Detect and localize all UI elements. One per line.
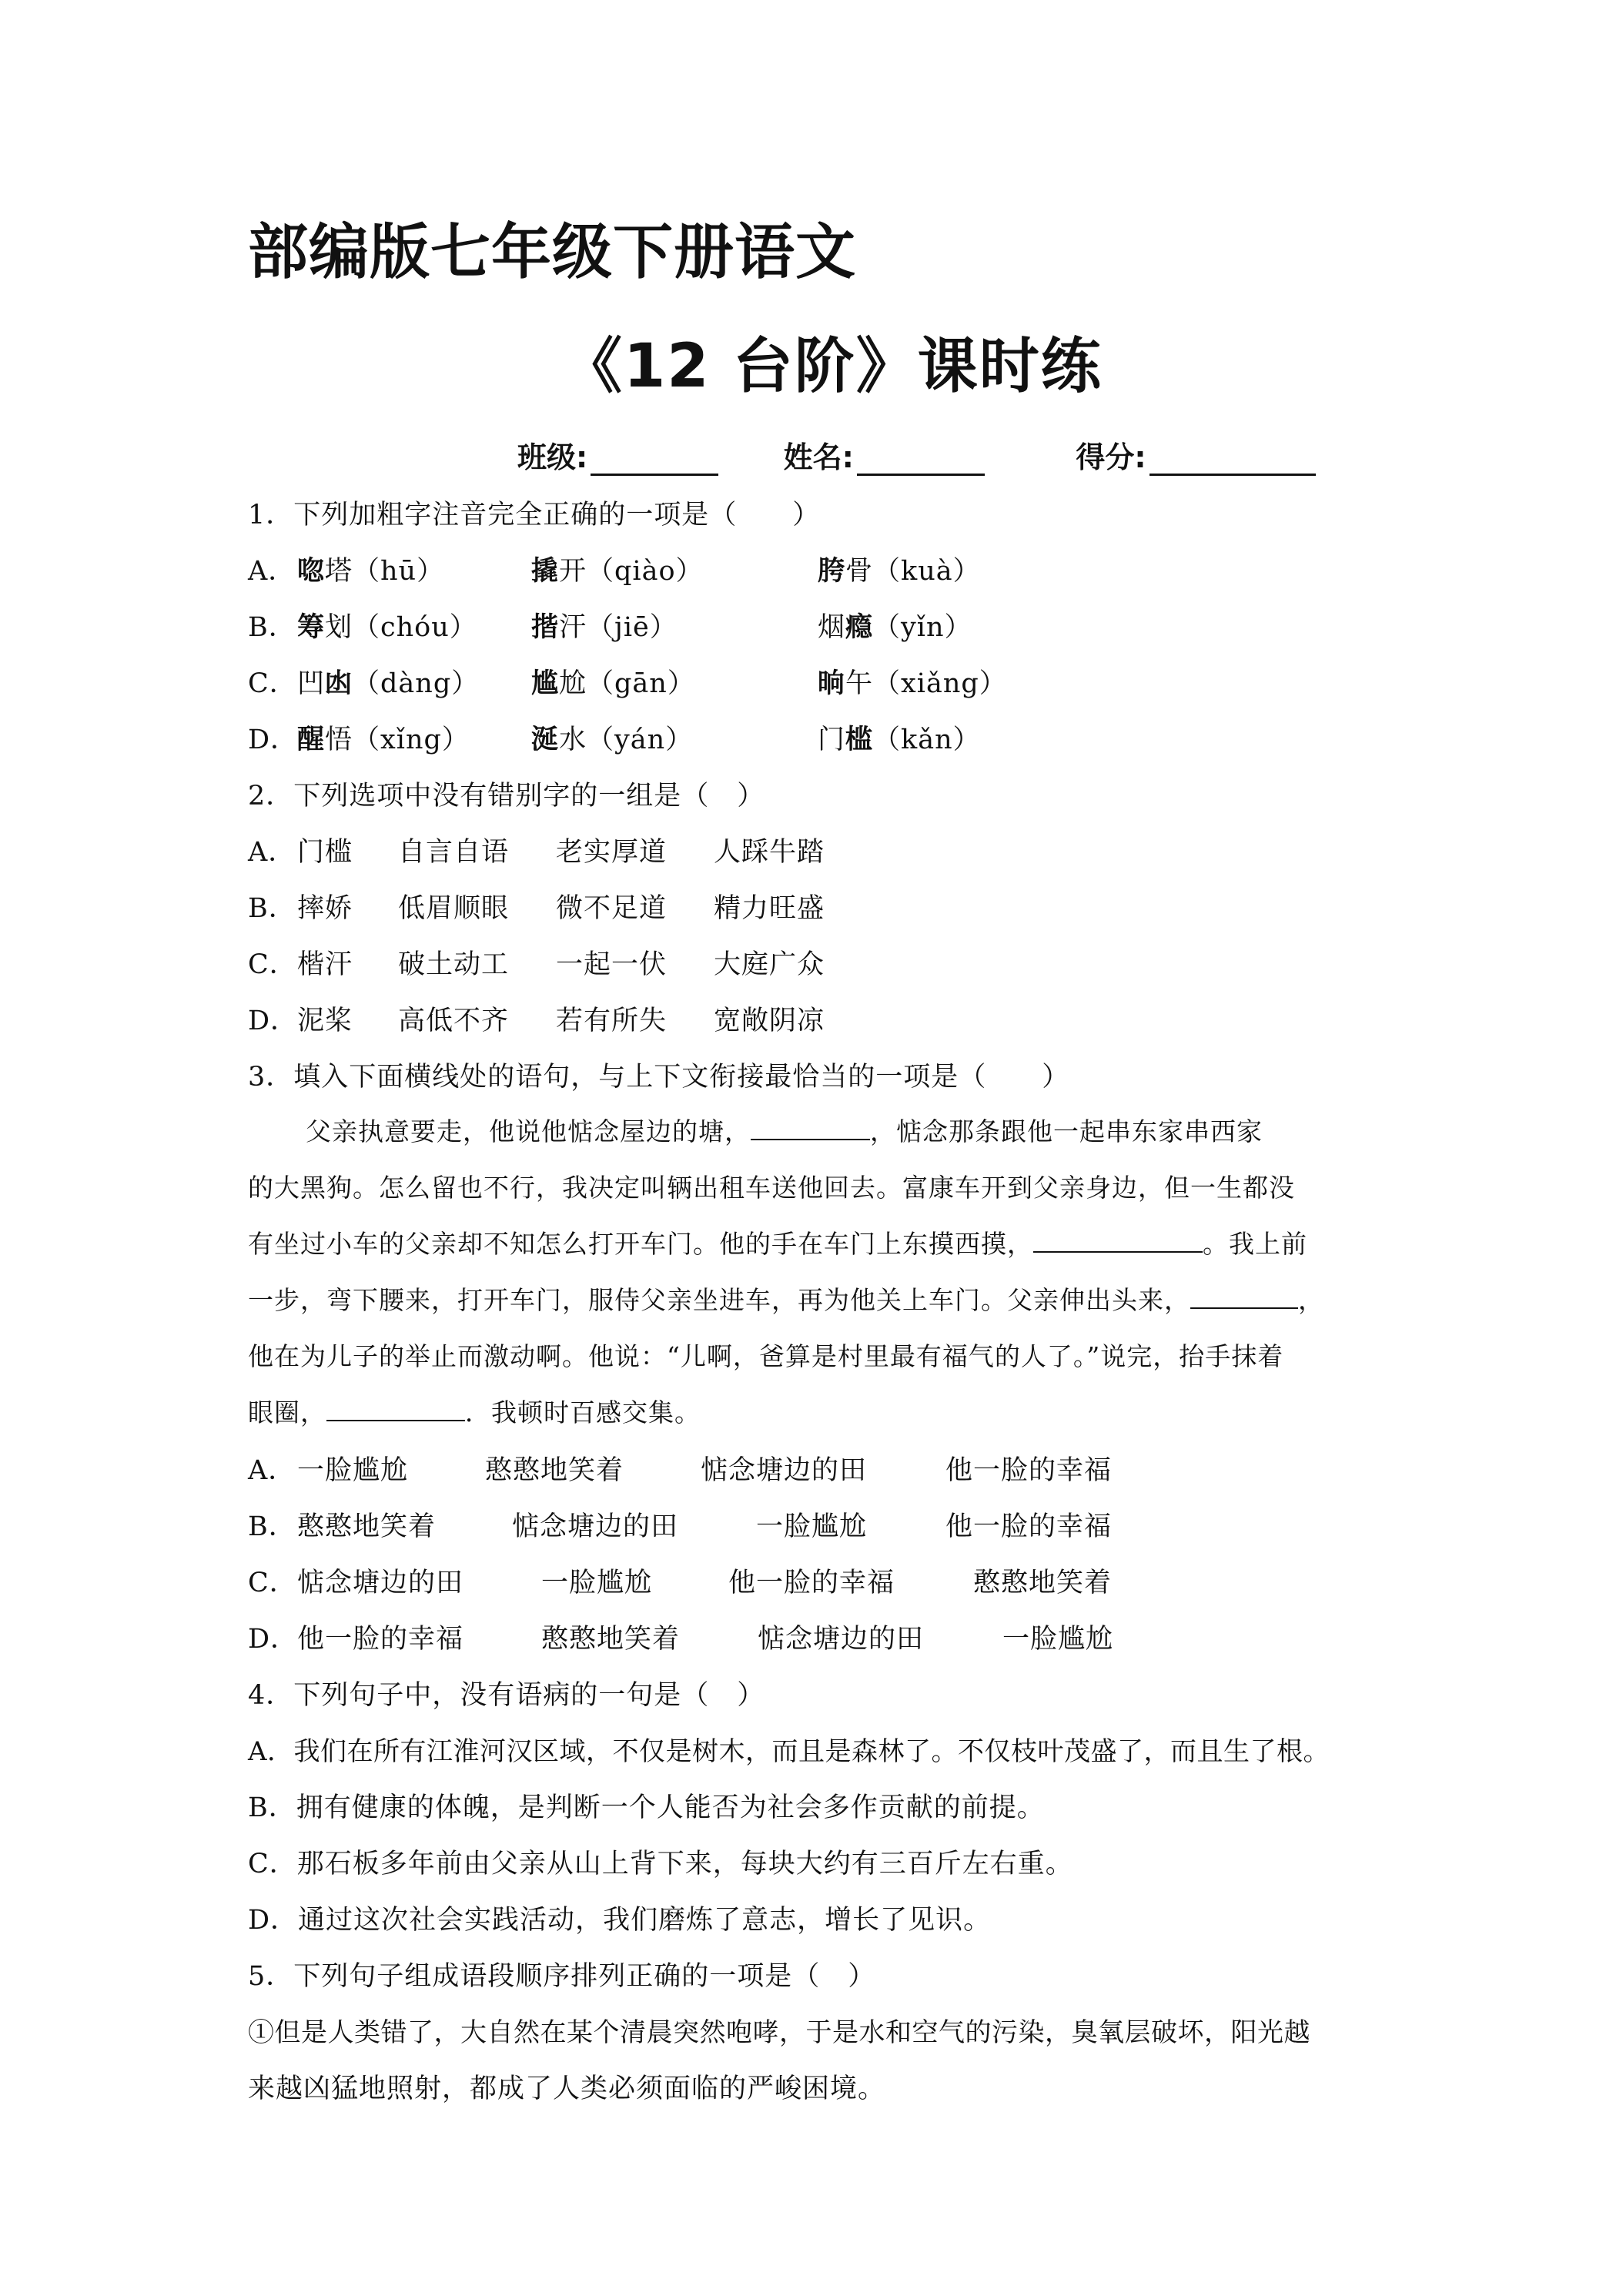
option-phrase: 憨憨地笑着 — [485, 1455, 624, 1486]
page-title: 部编版七年级下册语文 — [248, 218, 857, 287]
option-phrase: 他一脸的幸福 — [728, 1568, 895, 1598]
option-phrase: 惦念塘边的田 — [758, 1624, 925, 1655]
class-label: 班级: — [517, 440, 588, 474]
option-item: 筹划（chóu） — [297, 611, 477, 643]
option-letter: A． — [248, 556, 296, 587]
option-word: 楷汗 — [297, 949, 353, 980]
option-word: 微不足道 — [556, 893, 668, 924]
answer-blank[interactable] — [1033, 1228, 1203, 1253]
question-4-stem: 4．下列句子中，没有语病的一句是（ ） — [248, 1680, 765, 1711]
option-letter: C． — [248, 949, 297, 980]
option-word: 高低不齐 — [398, 1006, 510, 1036]
option-phrase: 惦念塘边的田 — [512, 1511, 679, 1542]
option-phrase: 一脸尴尬 — [297, 1455, 409, 1486]
option-word: 若有所失 — [556, 1006, 668, 1036]
option-word: 老实厚道 — [556, 837, 668, 868]
option-item: 涎水（yán） — [531, 724, 694, 755]
option-phrase: 惦念塘边的田 — [297, 1568, 464, 1598]
answer-blank[interactable] — [326, 1397, 465, 1421]
option-word: 自言自语 — [398, 837, 510, 868]
question-2-stem: 2．下列选项中没有错别字的一组是（ ） — [248, 781, 765, 812]
option-word: 摔娇 — [297, 893, 353, 924]
option-phrase: 惦念塘边的田 — [701, 1455, 868, 1486]
option-phrase: 憨憨地笑着 — [541, 1624, 681, 1655]
option-letter: B． — [248, 893, 296, 924]
option-phrase: 一脸尴尬 — [1002, 1624, 1114, 1655]
answer-blank[interactable] — [1190, 1284, 1298, 1309]
answer-blank[interactable] — [751, 1116, 870, 1140]
option-word: 低眉顺眼 — [398, 893, 510, 924]
passage-line: 的大黑狗。怎么留也不行，我决定叫辆出租车送他回去。富康车开到父亲身边，但一生都没 — [248, 1173, 1295, 1203]
score-label: 得分: — [1076, 440, 1146, 474]
option-word: 一起一伏 — [556, 949, 668, 980]
option-letter: C． — [248, 1568, 297, 1598]
option-word: 人踩牛踏 — [714, 837, 825, 868]
option-item: 唿塔（hū） — [297, 555, 445, 587]
question-4-option-b[interactable]: B．拥有健康的体魄，是判断一个人能否为社会多作贡献的前提。 — [248, 1792, 1045, 1823]
option-letter: B． — [248, 1511, 296, 1542]
question-5-sentence-line: 来越凶猛地照射，都成了人类必须面临的严峻困境。 — [248, 2073, 886, 2104]
option-phrase: 一脸尴尬 — [541, 1568, 653, 1598]
option-word: 精力旺盛 — [714, 893, 825, 924]
option-word: 门槛 — [297, 837, 353, 868]
option-phrase: 他一脸的幸福 — [297, 1624, 464, 1655]
lesson-title: 《12 台阶》课时练 — [562, 332, 1103, 401]
option-item: 烟瘾（yǐn） — [818, 611, 972, 643]
option-item: 尴尬（gān） — [531, 668, 695, 699]
option-item: 撬开（qiào） — [531, 555, 704, 587]
option-letter: A． — [248, 1455, 296, 1486]
question-3-stem: 3．填入下面横线处的语句，与上下文衔接最恰当的一项是（ ） — [248, 1062, 1070, 1093]
option-phrase: 憨憨地笑着 — [297, 1511, 437, 1542]
option-word: 破土动工 — [398, 949, 510, 980]
question-4-option-c[interactable]: C．那石板多年前由父亲从山上背下来，每块大约有三百斤左右重。 — [248, 1849, 1073, 1879]
name-label: 姓名: — [783, 440, 854, 474]
option-letter: A． — [248, 837, 296, 868]
option-word: 大庭广众 — [714, 949, 825, 980]
question-4-option-d[interactable]: D．通过这次社会实践活动，我们磨炼了意志，增长了见识。 — [248, 1905, 992, 1936]
option-letter: D． — [248, 1006, 299, 1036]
passage-line: 他在为儿子的举止而激动啊。他说：“儿啊，爸算是村里最有福气的人了。”说完，抬手抹着 — [248, 1341, 1284, 1371]
option-phrase: 憨憨地笑着 — [973, 1568, 1113, 1598]
option-phrase: 他一脸的幸福 — [945, 1511, 1113, 1542]
score-blank[interactable] — [1149, 446, 1316, 476]
name-blank[interactable] — [857, 446, 985, 476]
option-item: 晌午（xiǎng） — [818, 668, 1007, 699]
question-4-option-a[interactable]: A．我们在所有江淮河汉区域，不仅是树木，而且是森林了。不仅枝叶茂盛了，而且生了根。 — [248, 1736, 1330, 1767]
option-letter: C． — [248, 668, 297, 699]
question-5-sentence-line: ①但是人类错了，大自然在某个清晨突然咆哮，于是水和空气的污染，臭氧层破坏，阳光越 — [248, 2017, 1310, 2048]
passage-line: 眼圈， ．我顿时百感交集。 — [248, 1397, 701, 1427]
passage-line: 有坐过小车的父亲却不知怎么打开车门。他的手在车门上东摸西摸， 。我上前 — [248, 1229, 1307, 1259]
option-word: 泥桨 — [297, 1006, 353, 1036]
option-item: 醒悟（xǐng） — [297, 724, 470, 755]
student-info-row — [517, 433, 1316, 476]
option-letter: B． — [248, 612, 296, 643]
option-phrase: 一脸尴尬 — [756, 1511, 868, 1542]
option-item: 揩汗（jiē） — [531, 611, 678, 643]
passage-line: 父亲执意要走，他说他惦念屋边的塘， ，惦念那条跟他一起串东家串西家 — [306, 1116, 1263, 1146]
passage-line: 一步，弯下腰来，打开车门，服侍父亲坐进车，再为他关上车门。父亲伸出头来， ， — [248, 1285, 1324, 1315]
question-5-stem: 5．下列句子组成语段顺序排列正确的一项是（ ） — [248, 1961, 876, 1992]
option-letter: D． — [248, 725, 299, 755]
option-item: 凹凼（dàng） — [297, 668, 480, 699]
option-item: 门槛（kǎn） — [818, 724, 981, 755]
option-word: 宽敞阴凉 — [714, 1006, 825, 1036]
option-item: 胯骨（kuà） — [818, 555, 981, 587]
option-phrase: 他一脸的幸福 — [945, 1455, 1113, 1486]
option-letter: D． — [248, 1624, 299, 1655]
question-1-stem: 1．下列加粗字注音完全正确的一项是（ ） — [248, 500, 821, 530]
class-blank[interactable] — [591, 446, 718, 476]
